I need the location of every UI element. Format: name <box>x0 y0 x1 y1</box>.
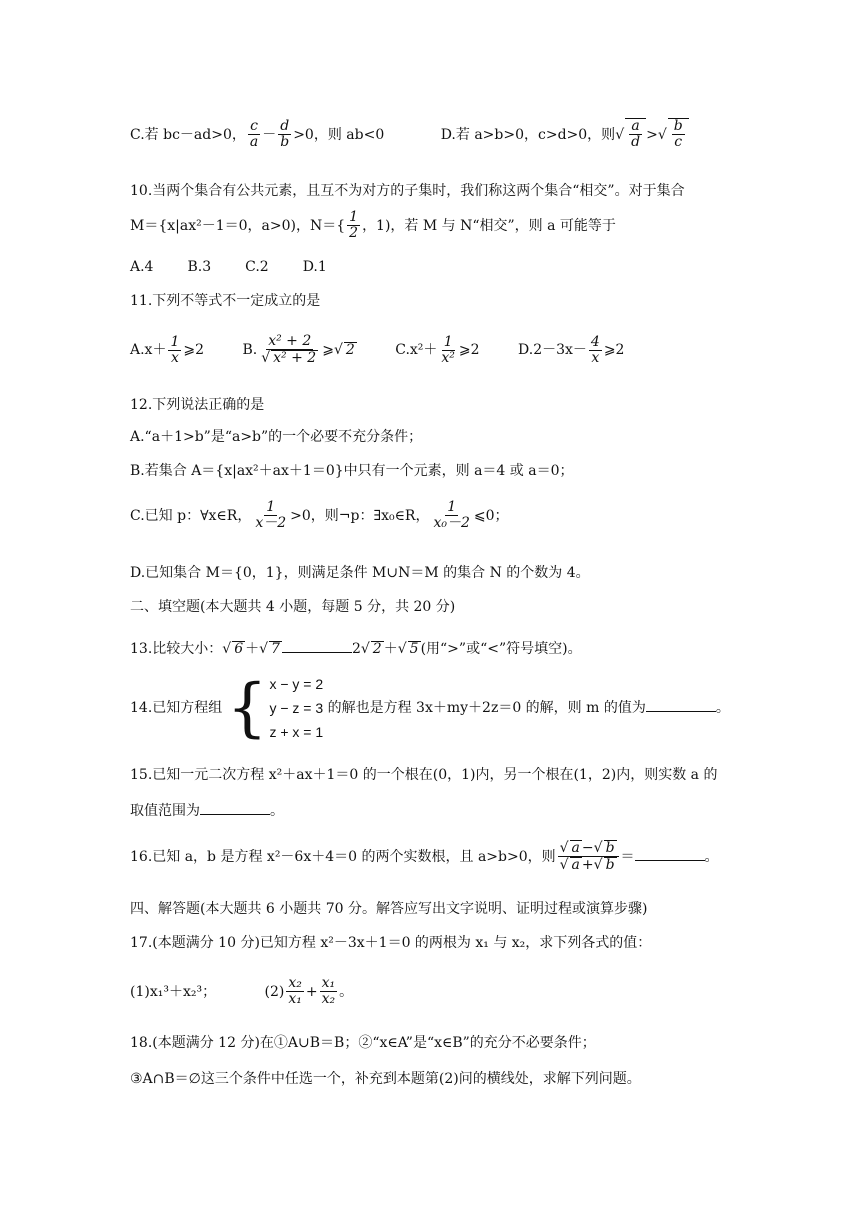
q18-line1: 18.(本题满分 12 分)在①A∪B＝B；②“x∈A”是“x∈B”的充分不必要条件； <box>130 1035 596 1051</box>
q12-option-b: B.若集合 A＝{x|ax²＋ax＋1＝0}中只有一个元素，则 a＝4 或 a＝0； <box>130 463 574 479</box>
q12-option-a: A.“a＋1>b”是“a>b”的一个必要不充分条件； <box>130 429 423 445</box>
q16: 16.已知 a，b 是方程 x²－6x＋4＝0 的两个实数根，且 a>b>0，则 $\frac{√ a -√ b}{√ a +√ b}$ ＝ 。 <box>130 840 719 874</box>
q14-equation-system: { x − y = 2 y − z = 3 z + x = 1 <box>226 671 324 745</box>
q17-stem: 17.(本题满分 10 分)已知方程 x²－3x＋1＝0 的两根为 x₁ 与 x₂，求下列各式的值： <box>130 935 652 951</box>
q13: 13.比较大小：√ 6 ＋√ 7 2√ 2 ＋√ 5 (用“>”或“<”符号填空)。 <box>130 641 582 657</box>
q14: 14.已知方程组 { x − y = 2 y − z = 3 z + x = 1 的解也是方程 3x＋my＋2z＝0 的解，则 m 的值为 。 <box>130 671 730 745</box>
q17-parts: (1)x₁³＋x₂³； (2) $\frac{\text{x₂}}{\text{x₁}}$ + $\frac{\text{x₁}}{\text{x₂}}$ 。 <box>130 975 354 1008</box>
q11-stem: 11.下列不等式不一定成立的是 <box>130 293 321 309</box>
q15-answer-blank[interactable] <box>200 802 270 815</box>
q11-option-d: D.2－3x－ $\frac{4}{x}$ ⩾2 <box>518 333 625 366</box>
q11-option-c: C.x²＋ $\frac{1}{\text{x²}}$ ⩾2 <box>395 333 480 366</box>
q15-line2: 取值范围为 。 <box>130 803 284 819</box>
q10-line1: 10.当两个集合有公共元素，且互不为对方的子集时，我们称这两个集合“相交”。对于集合 <box>130 183 685 199</box>
q12-option-d: D.已知集合 M＝{0，1}，则满足条件 M∪N＝M 的集合 N 的个数为 4。 <box>130 565 590 581</box>
q9-option-d: D.若 a>b>0，c>d>0，则√ $\frac{a}{d}$ >√ $\frac{b}{c}$ <box>441 127 689 143</box>
q10-options: A.4 B.3 C.2 D.1 <box>130 259 327 275</box>
q10-line2: M＝{x|ax²－1＝0，a>0)，N＝{ $\frac{1}{2}$ ，1)，若 M 与 N“相交”，则 a 可能等于 <box>130 209 616 242</box>
section-2-heading: 二、填空题(本大题共 4 小题，每题 5 分，共 20 分) <box>130 599 456 615</box>
section-4-heading: 四、解答题(本大题共 6 小题共 70 分。解答应写出文字说明、证明过程或演算步骤) <box>130 901 648 917</box>
q11-option-a: A.x＋ $\frac{1}{x}$ ⩾2 <box>130 333 205 366</box>
q11-option-b: B. $\frac{\text{x² + 2}}{\text{√ x² + 2}}$ ⩾√ 2 <box>242 333 355 367</box>
q11-options <box>130 334 624 367</box>
q14-answer-blank[interactable] <box>646 699 716 712</box>
q9-option-c: C.若 bc－ad>0， $\frac{c}{a}$ － $\frac{d}{b}$ >0，则 ab<0 <box>130 118 385 151</box>
q12-stem: 12.下列说法正确的是 <box>130 397 265 413</box>
q15-line1: 15.已知一元二次方程 x²＋ax＋1＝0 的一个根在(0，1)内，另一个根在(1，2)内，则实数 a 的 <box>130 767 718 783</box>
q16-answer-blank[interactable] <box>635 848 705 861</box>
q12-option-c: C.已知 p：∀x∈R， $\frac{1}{x-2}$ >0，则¬p：∃x₀∈R， $\frac{1}{\text{x₀－2}}$ ⩽0； <box>130 499 509 532</box>
q13-answer-blank[interactable] <box>282 640 352 653</box>
q18-line2: ③A∩B＝∅这三个条件中任选一个，补充到本题第(2)问的横线处，求解下列问题。 <box>130 1071 641 1087</box>
q9-options <box>130 118 689 151</box>
